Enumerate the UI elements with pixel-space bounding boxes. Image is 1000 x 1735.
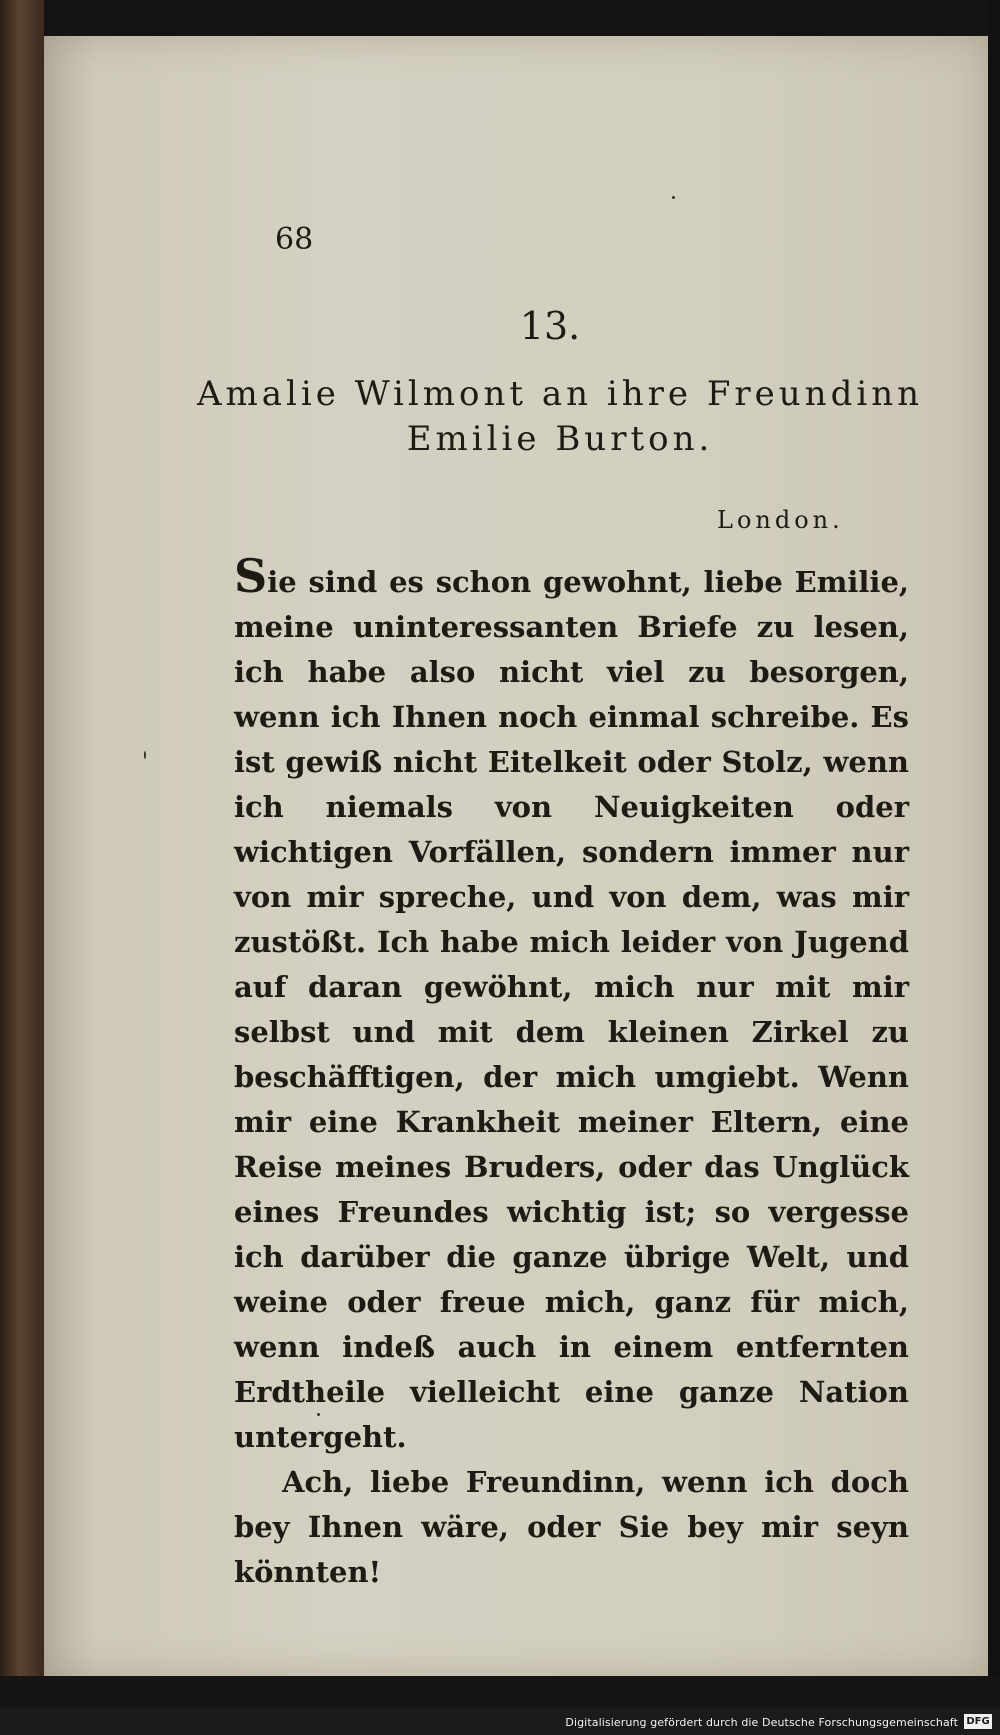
paper-speck <box>672 196 675 199</box>
digitization-credit: Digitalisierung gefördert durch die Deutsche Forschungsgemeinschaft <box>565 1716 958 1729</box>
paper-speck <box>144 751 146 759</box>
dfg-logo: DFG <box>964 1714 992 1729</box>
page-number: 68 <box>275 222 314 257</box>
letter-title-line-2: Emilie Burton. <box>406 419 714 459</box>
letter-number: 13. <box>519 304 581 348</box>
scan-top-shadow <box>0 0 1000 40</box>
book-page <box>42 36 988 1676</box>
scan-right-edge <box>988 0 1000 1735</box>
drop-cap: S <box>234 549 268 603</box>
letter-title-line-1: Amalie Wilmont an ihre Freundinn <box>196 374 924 414</box>
book-binding-edge <box>0 0 44 1735</box>
paragraph-2: Ach, liebe Freundinn, wenn ich doch bey Ihnen wäre, oder Sie bey mir seyn könnten! <box>234 1465 909 1589</box>
letter-place: London. <box>717 506 844 534</box>
paragraph-1 <box>234 549 909 1460</box>
paper-speck <box>317 1413 320 1416</box>
letter-body <box>234 549 909 1595</box>
paragraph-1-text: ie sind es schon gewohnt, liebe Emilie, meine uninteressanten Briefe zu lesen, ich habe also nicht viel zu besorgen, wenn ich Ihnen noch einmal schreibe. Es ist gewiß nicht Eitelkeit oder Stolz, wenn ich niemals von Neuigkeiten oder wichtigen Vorfällen, sondern immer nur von mir spreche, und von dem, was mir zustößt. Ich habe mich leider von Jugend auf daran gewöhnt, mich nur mit mir selbst und mit dem kleinen Zirkel zu beschäfftigen, der mich umgiebt. Wenn mir eine Krankheit meiner Eltern, eine Reise meines Bruders, oder das Unglück eines Freundes wichtig ist; so vergesse ich darüber die ganze übrige Welt, und weine oder freue mich, ganz für mich, wenn indeß auch in einem entfernten Erdtheile vielleicht eine ganze Nation untergeht. <box>234 565 909 1454</box>
scan-bottom-shadow <box>0 1676 1000 1708</box>
